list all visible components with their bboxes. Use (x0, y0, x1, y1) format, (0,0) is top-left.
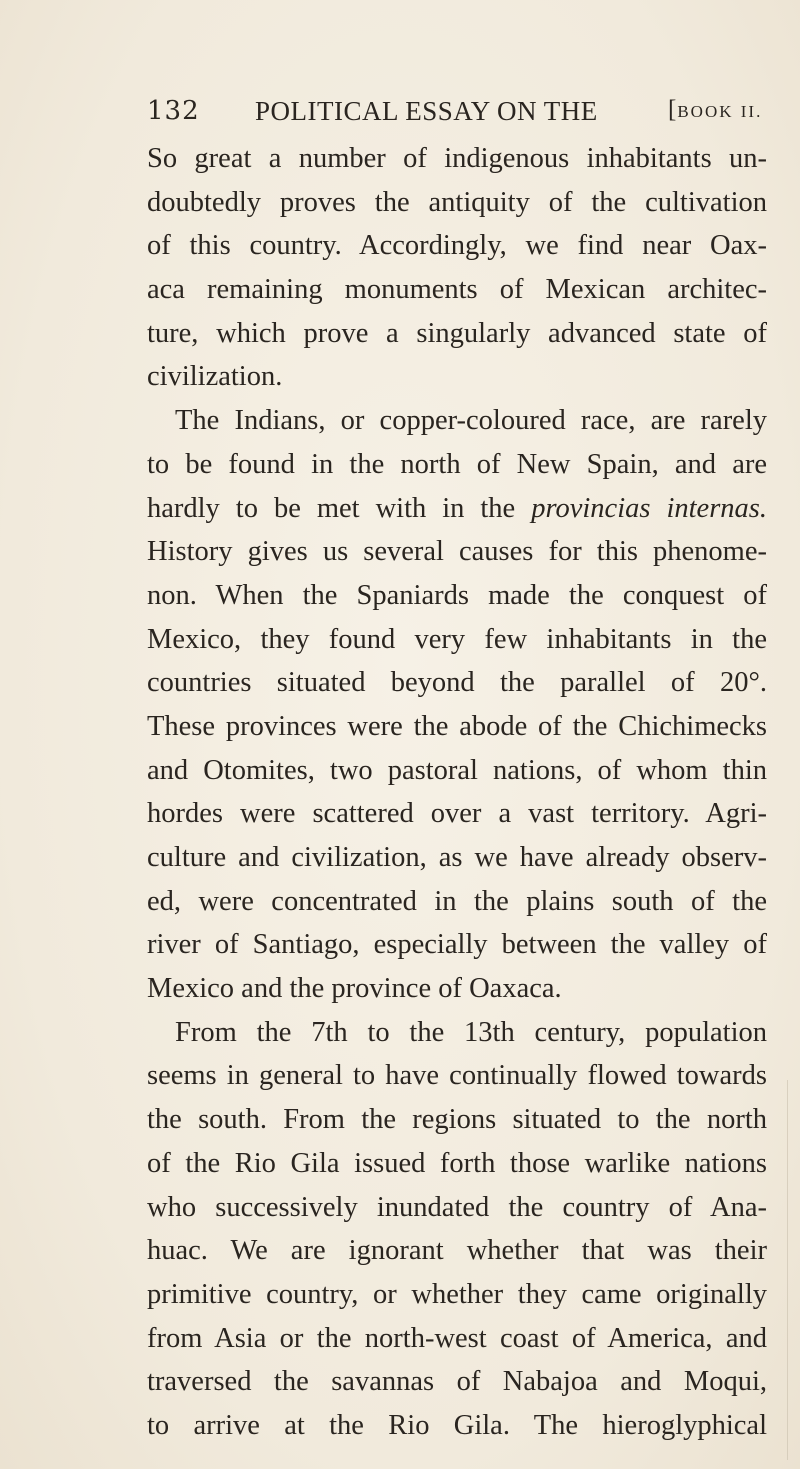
text-fragment: hardly to be met with in the (147, 492, 516, 524)
text-line: non. When the Spaniards made the conquest of (147, 579, 767, 611)
text-line (147, 487, 767, 531)
text-line: Mexico, they found very few inhabitants in the (147, 623, 767, 655)
text-line: to arrive at the Rio Gila. The hieroglyphical (147, 1409, 767, 1441)
text-line: hordes were scattered over a vast territory. Agri- (147, 798, 767, 830)
text-line: ed, were concentrated in the plains south of the (147, 885, 767, 917)
page-number: 132 (147, 96, 200, 126)
text-line: The Indians, or copper-coloured race, are rarely (175, 405, 767, 437)
text-line: who successively inundated the country of Ana- (147, 1191, 767, 1223)
text-line: traversed the savannas of Nabajoa and Moqui, (147, 1366, 767, 1398)
text-line: culture and civilization, as we have already observ- (147, 842, 767, 873)
text-line: huac. We are ignorant whether that was their (147, 1235, 767, 1267)
text-line: from Asia or the north-west coast of America, and (147, 1322, 767, 1354)
page-edge-shadow (787, 1080, 794, 1460)
text-line: to be found in the north of New Spain, and are (147, 448, 767, 480)
page-header (147, 96, 767, 136)
text-line: the south. From the regions situated to the north (147, 1104, 767, 1136)
text-line: of the Rio Gila issued forth those warlike nations (147, 1147, 767, 1179)
text-line: These provinces were the abode of the Chichimecks (147, 710, 767, 742)
text-line: From the 7th to the 13th century, population (175, 1016, 767, 1048)
text-line: civilization. (147, 361, 283, 393)
book-bracket: [ (668, 96, 678, 123)
text-line: History gives us several causes for this phenome- (147, 536, 767, 568)
running-title: POLITICAL ESSAY ON THE (255, 96, 598, 126)
text-line: and Otomites, two pastoral nations, of whom thin (147, 754, 767, 786)
text-line: countries situated beyond the parallel of 20°. (147, 667, 767, 699)
text-line: aca remaining monuments of Mexican architec- (147, 274, 767, 306)
text-line: doubtedly proves the antiquity of the cultivation (147, 186, 767, 218)
book-label: BOOK (677, 102, 734, 121)
body-text (147, 137, 767, 1448)
text-line: river of Santiago, especially between the valley of (147, 929, 767, 961)
italic-term: provincias internas. (531, 492, 767, 524)
text-line: of this country. Accordingly, we find near Oax- (147, 230, 767, 262)
text-line: So great a number of indigenous inhabitants un- (147, 143, 767, 174)
text-line: Mexico and the province of Oaxaca. (147, 973, 562, 1005)
book-reference (668, 96, 762, 124)
book-number: II. (740, 102, 763, 121)
text-line: primitive country, or whether they came originally (147, 1278, 767, 1310)
text-line: ture, which prove a singularly advanced state of (147, 317, 767, 349)
text-line: seems in general to have continually flowed towards (147, 1060, 767, 1092)
